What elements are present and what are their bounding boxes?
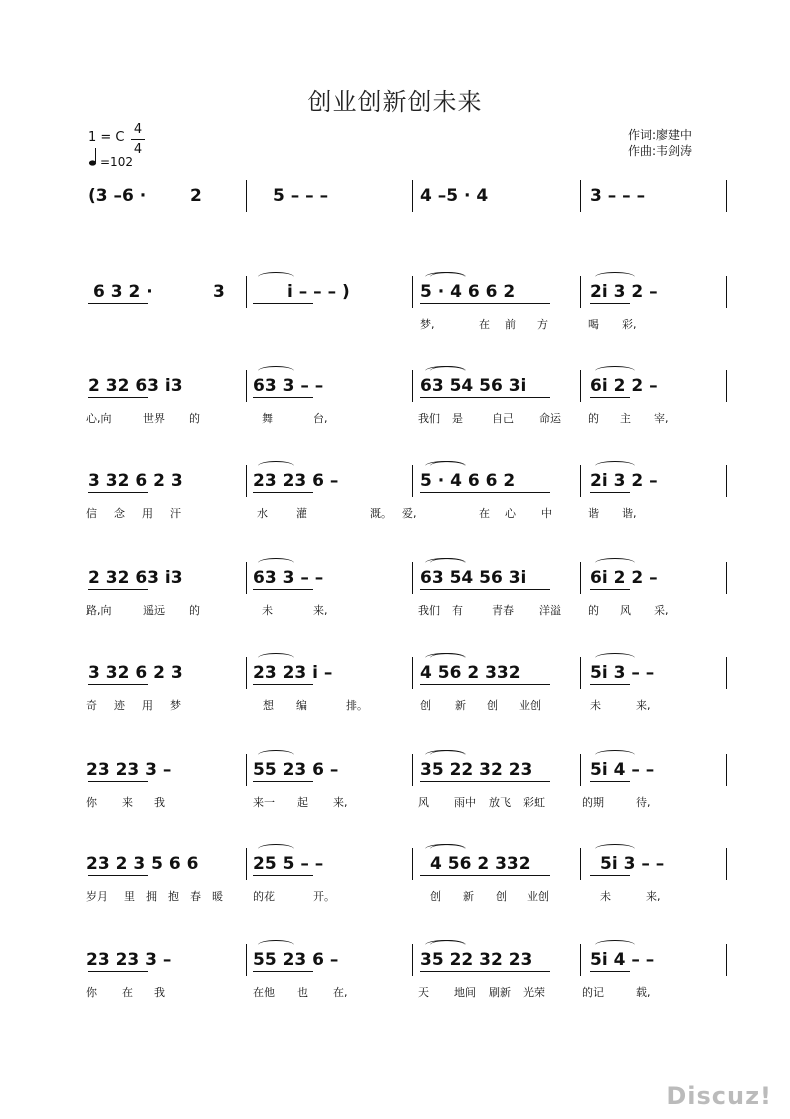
lyric-syllable: 主 — [620, 412, 631, 425]
barline — [580, 848, 581, 880]
barline — [726, 562, 727, 594]
lyric-syllable: 在他 — [253, 986, 275, 999]
barline — [580, 276, 581, 308]
barline — [580, 465, 581, 497]
barline — [246, 562, 247, 594]
measure-notes: 35 22 32 23 — [420, 760, 533, 780]
slur-mark — [430, 558, 466, 568]
lyric-syllable: 我 — [154, 796, 165, 809]
watermark: Discuz! — [666, 1082, 772, 1110]
lyric-syllable: 汗 — [170, 507, 181, 520]
measure-notes: 63 3 – – — [253, 568, 324, 588]
beam-underline — [88, 684, 148, 685]
slur-mark — [430, 366, 466, 376]
lyric-syllable: 拥 — [146, 890, 157, 903]
beam-underline — [420, 397, 550, 398]
measure-notes: 3 32 6 2 3 — [88, 663, 183, 683]
lyric-syllable: 天 — [418, 986, 429, 999]
measure-notes: 63 54 56 3i — [420, 568, 527, 588]
lyric-syllable: 来, — [636, 699, 651, 712]
lyric-syllable: 迹 — [114, 699, 125, 712]
measure-notes: 2 — [190, 186, 202, 206]
song-title: 创业创新创未来 — [307, 88, 483, 116]
beam-underline — [253, 492, 313, 493]
measure-notes: 4 56 2 332 — [430, 854, 531, 874]
beam-underline — [253, 303, 313, 304]
measure-notes: 55 23 6 – — [253, 950, 339, 970]
barline — [580, 562, 581, 594]
slur-mark — [595, 272, 635, 282]
beam-underline — [590, 971, 630, 972]
lyric-syllable: 青春 — [492, 604, 514, 617]
lyric-syllable: 的 — [588, 412, 599, 425]
lyric-syllable: 彩虹 — [523, 796, 545, 809]
barline — [580, 657, 581, 689]
barline — [726, 944, 727, 976]
lyric-syllable: 遥远 — [143, 604, 165, 617]
lyric-syllable: 我们 — [418, 604, 440, 617]
lyric-syllable: 新 — [455, 699, 466, 712]
lyric-syllable: 待, — [636, 796, 651, 809]
beam-underline — [420, 303, 550, 304]
lyric-syllable: 舞 — [262, 412, 273, 425]
measure-notes: 63 3 – – — [253, 376, 324, 396]
lyric-syllable: 抱 — [168, 890, 179, 903]
beam-underline — [88, 303, 148, 304]
lyric-syllable: 业创 — [527, 890, 549, 903]
lyric-syllable: 的 — [588, 604, 599, 617]
lyric-syllable: 梦, — [420, 318, 435, 331]
beam-underline — [420, 875, 550, 876]
slur-mark — [258, 940, 294, 950]
barline — [412, 180, 413, 212]
lyric-syllable: 来 — [122, 796, 133, 809]
lyric-syllable: 心 — [505, 507, 516, 520]
measure-notes: 6 3 2 · — [93, 282, 153, 302]
beam-underline — [590, 781, 630, 782]
score-row — [0, 848, 790, 908]
lyric-syllable: 自己 — [492, 412, 514, 425]
lyric-syllable: 光荣 — [523, 986, 545, 999]
lyric-syllable: 春 — [190, 890, 201, 903]
barline — [246, 465, 247, 497]
lyric-syllable: 起 — [297, 796, 308, 809]
lyric-syllable: 溉。 — [370, 507, 392, 520]
beam-underline — [88, 781, 148, 782]
score-row — [0, 657, 790, 717]
barline — [412, 944, 413, 976]
slur-mark — [258, 653, 294, 663]
lyric-syllable: 创 — [420, 699, 431, 712]
measure-notes: 3 32 6 2 3 — [88, 471, 183, 491]
lyric-syllable: 在 — [479, 318, 490, 331]
slur-mark — [430, 461, 466, 471]
lyric-syllable: 用 — [142, 699, 153, 712]
barline — [246, 848, 247, 880]
beam-underline — [253, 397, 313, 398]
barline — [580, 944, 581, 976]
lyric-syllable: 岁月 — [86, 890, 108, 903]
lyric-syllable: 中 — [541, 507, 552, 520]
measure-notes: 4 –5 · 4 — [420, 186, 489, 206]
lyric-syllable: 未 — [262, 604, 273, 617]
barline — [412, 657, 413, 689]
barline — [726, 848, 727, 880]
barline — [246, 276, 247, 308]
lyric-syllable: 编 — [296, 699, 307, 712]
lyric-syllable: 命运 — [539, 412, 561, 425]
beam-underline — [88, 589, 148, 590]
time-signature — [130, 120, 146, 159]
lyric-syllable: 的 — [189, 412, 200, 425]
slur-mark — [595, 558, 635, 568]
slur-mark — [595, 844, 635, 854]
measure-notes: 5 – – – — [273, 186, 329, 206]
beam-underline — [590, 303, 630, 304]
barline — [246, 657, 247, 689]
composer: 作曲:韦剑涛 — [628, 144, 693, 158]
lyric-syllable: 是 — [452, 412, 463, 425]
beam-underline — [420, 781, 550, 782]
lyric-syllable: 雨中 — [454, 796, 476, 809]
beam-underline — [88, 492, 148, 493]
lyric-syllable: 放飞 — [489, 796, 511, 809]
measure-notes: 2i 3 2 – — [590, 282, 658, 302]
lyric-syllable: 在 — [479, 507, 490, 520]
beam-underline — [253, 971, 313, 972]
measure-notes: i – – – ) — [287, 282, 350, 302]
slur-mark — [430, 940, 466, 950]
key-signature: 1 = C — [88, 130, 125, 145]
barline — [726, 754, 727, 786]
slur-mark — [430, 653, 466, 663]
score-row — [0, 370, 790, 430]
measure-notes: 2 32 63 i3 — [88, 376, 183, 396]
slur-mark — [595, 653, 635, 663]
lyric-syllable: 喝 — [588, 318, 599, 331]
measure-notes: 5 · 4 6 6 2 — [420, 471, 516, 491]
slur-mark — [595, 940, 635, 950]
measure-notes: 6i 2 2 – — [590, 376, 658, 396]
slur-mark — [430, 272, 466, 282]
tempo-marking: =102 — [100, 155, 133, 169]
slur-mark — [258, 272, 294, 282]
slur-mark — [595, 750, 635, 760]
lyric-syllable: 在 — [122, 986, 133, 999]
beam-underline — [253, 589, 313, 590]
measure-notes: 55 23 6 – — [253, 760, 339, 780]
lyric-syllable: 彩, — [622, 318, 637, 331]
lyric-syllable: 创 — [496, 890, 507, 903]
barline — [412, 370, 413, 402]
time-signature-top: 4 — [133, 122, 143, 137]
beam-underline — [590, 492, 630, 493]
measure-notes: 63 54 56 3i — [420, 376, 527, 396]
time-signature-bottom: 4 — [133, 142, 143, 157]
beam-underline — [88, 397, 148, 398]
lyric-syllable: 刷新 — [489, 986, 511, 999]
measure-notes: 5i 4 – – — [590, 760, 655, 780]
credits — [628, 127, 692, 159]
measure-notes: 2i 3 2 – — [590, 471, 658, 491]
measure-notes: 3 — [213, 282, 225, 302]
lyric-syllable: 的 — [189, 604, 200, 617]
slur-mark — [430, 844, 466, 854]
lyric-syllable: 路,向 — [86, 604, 112, 617]
score-row — [0, 754, 790, 814]
lyric-syllable: 风 — [620, 604, 631, 617]
slur-mark — [258, 366, 294, 376]
barline — [412, 276, 413, 308]
measure-notes: 4 56 2 332 — [420, 663, 521, 683]
measure-notes: 5i 3 – – — [590, 663, 655, 683]
lyric-syllable: 前 — [505, 318, 516, 331]
measure-notes: 23 23 i – — [253, 663, 333, 683]
barline — [726, 276, 727, 308]
barline — [726, 370, 727, 402]
beam-underline — [88, 971, 148, 972]
lyric-syllable: 的记 — [582, 986, 604, 999]
barline — [246, 944, 247, 976]
barline — [580, 754, 581, 786]
beam-underline — [590, 397, 630, 398]
lyric-syllable: 创 — [430, 890, 441, 903]
lyric-syllable: 谐 — [588, 507, 599, 520]
beam-underline — [88, 875, 148, 876]
lyric-syllable: 信 — [86, 507, 97, 520]
beam-underline — [590, 589, 630, 590]
score-row — [0, 562, 790, 622]
measure-notes: 3 – – – — [590, 186, 646, 206]
barline — [412, 465, 413, 497]
lyric-syllable: 来, — [313, 604, 328, 617]
lyric-syllable: 排。 — [346, 699, 368, 712]
lyric-syllable: 世界 — [143, 412, 165, 425]
barline — [412, 562, 413, 594]
lyric-syllable: 里 — [124, 890, 135, 903]
barline — [580, 370, 581, 402]
lyric-syllable: 宰, — [654, 412, 669, 425]
lyric-syllable: 来一 — [253, 796, 275, 809]
score-row — [0, 944, 790, 1004]
measure-notes: 23 23 6 – — [253, 471, 339, 491]
lyric-syllable: 来, — [646, 890, 661, 903]
barline — [412, 848, 413, 880]
slur-mark — [258, 750, 294, 760]
quarter-note-icon — [88, 147, 97, 167]
beam-underline — [253, 781, 313, 782]
slur-mark — [595, 461, 635, 471]
lyric-syllable: 方 — [537, 318, 548, 331]
barline — [726, 657, 727, 689]
lyric-syllable: 业创 — [519, 699, 541, 712]
beam-underline — [590, 875, 630, 876]
lyric-syllable: 地间 — [454, 986, 476, 999]
lyric-syllable: 未 — [590, 699, 601, 712]
lyric-syllable: 你 — [86, 986, 97, 999]
measure-notes: 5 · 4 6 6 2 — [420, 282, 516, 302]
lyric-syllable: 开。 — [313, 890, 335, 903]
beam-underline — [420, 971, 550, 972]
lyric-syllable: 我们 — [418, 412, 440, 425]
lyric-syllable: 念 — [114, 507, 125, 520]
lyricist: 作词:廖建中 — [628, 128, 693, 142]
lyric-syllable: 新 — [463, 890, 474, 903]
measure-notes: 5i 3 – – — [600, 854, 665, 874]
lyric-syllable: 未 — [600, 890, 611, 903]
beam-underline — [420, 684, 550, 685]
beam-underline — [420, 589, 550, 590]
lyric-syllable: 在, — [333, 986, 348, 999]
lyric-syllable: 想 — [263, 699, 274, 712]
measure-notes: 5i 4 – – — [590, 950, 655, 970]
lyric-syllable: 创 — [487, 699, 498, 712]
lyric-syllable: 我 — [154, 986, 165, 999]
lyric-syllable: 载, — [636, 986, 651, 999]
measure-notes: 2 32 63 i3 — [88, 568, 183, 588]
lyric-syllable: 风 — [418, 796, 429, 809]
barline — [580, 180, 581, 212]
lyric-syllable: 采, — [654, 604, 669, 617]
barline — [412, 754, 413, 786]
lyric-syllable: 台, — [313, 412, 328, 425]
measure-notes: 23 23 3 – — [86, 760, 172, 780]
lyric-syllable: 心,向 — [86, 412, 112, 425]
beam-underline — [253, 684, 313, 685]
lyric-syllable: 水 — [257, 507, 268, 520]
beam-underline — [590, 684, 630, 685]
lyric-syllable: 你 — [86, 796, 97, 809]
slur-mark — [258, 558, 294, 568]
score-row — [0, 465, 790, 525]
slur-mark — [430, 750, 466, 760]
lyric-syllable: 洋溢 — [539, 604, 561, 617]
measure-notes: 35 22 32 23 — [420, 950, 533, 970]
lyric-syllable: 也 — [297, 986, 308, 999]
score-row — [0, 276, 790, 336]
lyric-syllable: 的花 — [253, 890, 275, 903]
lyric-syllable: 暖 — [212, 890, 223, 903]
lyric-syllable: 的期 — [582, 796, 604, 809]
slur-mark — [258, 844, 294, 854]
measure-notes: 23 2 3 5 6 6 — [86, 854, 199, 874]
measure-notes: 25 5 – – — [253, 854, 324, 874]
measure-notes: 6i 2 2 – — [590, 568, 658, 588]
lyric-syllable: 有 — [452, 604, 463, 617]
measure-notes: 23 23 3 – — [86, 950, 172, 970]
measure-notes: (3 –6 · — [88, 186, 147, 206]
beam-underline — [420, 492, 550, 493]
lyric-syllable: 爱, — [402, 507, 417, 520]
score-row — [0, 180, 790, 240]
lyric-syllable: 灌 — [296, 507, 307, 520]
barline — [726, 465, 727, 497]
lyric-syllable: 来, — [333, 796, 348, 809]
slur-mark — [595, 366, 635, 376]
barline — [246, 370, 247, 402]
lyric-syllable: 用 — [142, 507, 153, 520]
beam-underline — [253, 875, 313, 876]
barline — [246, 754, 247, 786]
lyric-syllable: 奇 — [86, 699, 97, 712]
barline — [726, 180, 727, 212]
lyric-syllable: 谐, — [622, 507, 637, 520]
slur-mark — [258, 461, 294, 471]
barline — [246, 180, 247, 212]
lyric-syllable: 梦 — [170, 699, 181, 712]
